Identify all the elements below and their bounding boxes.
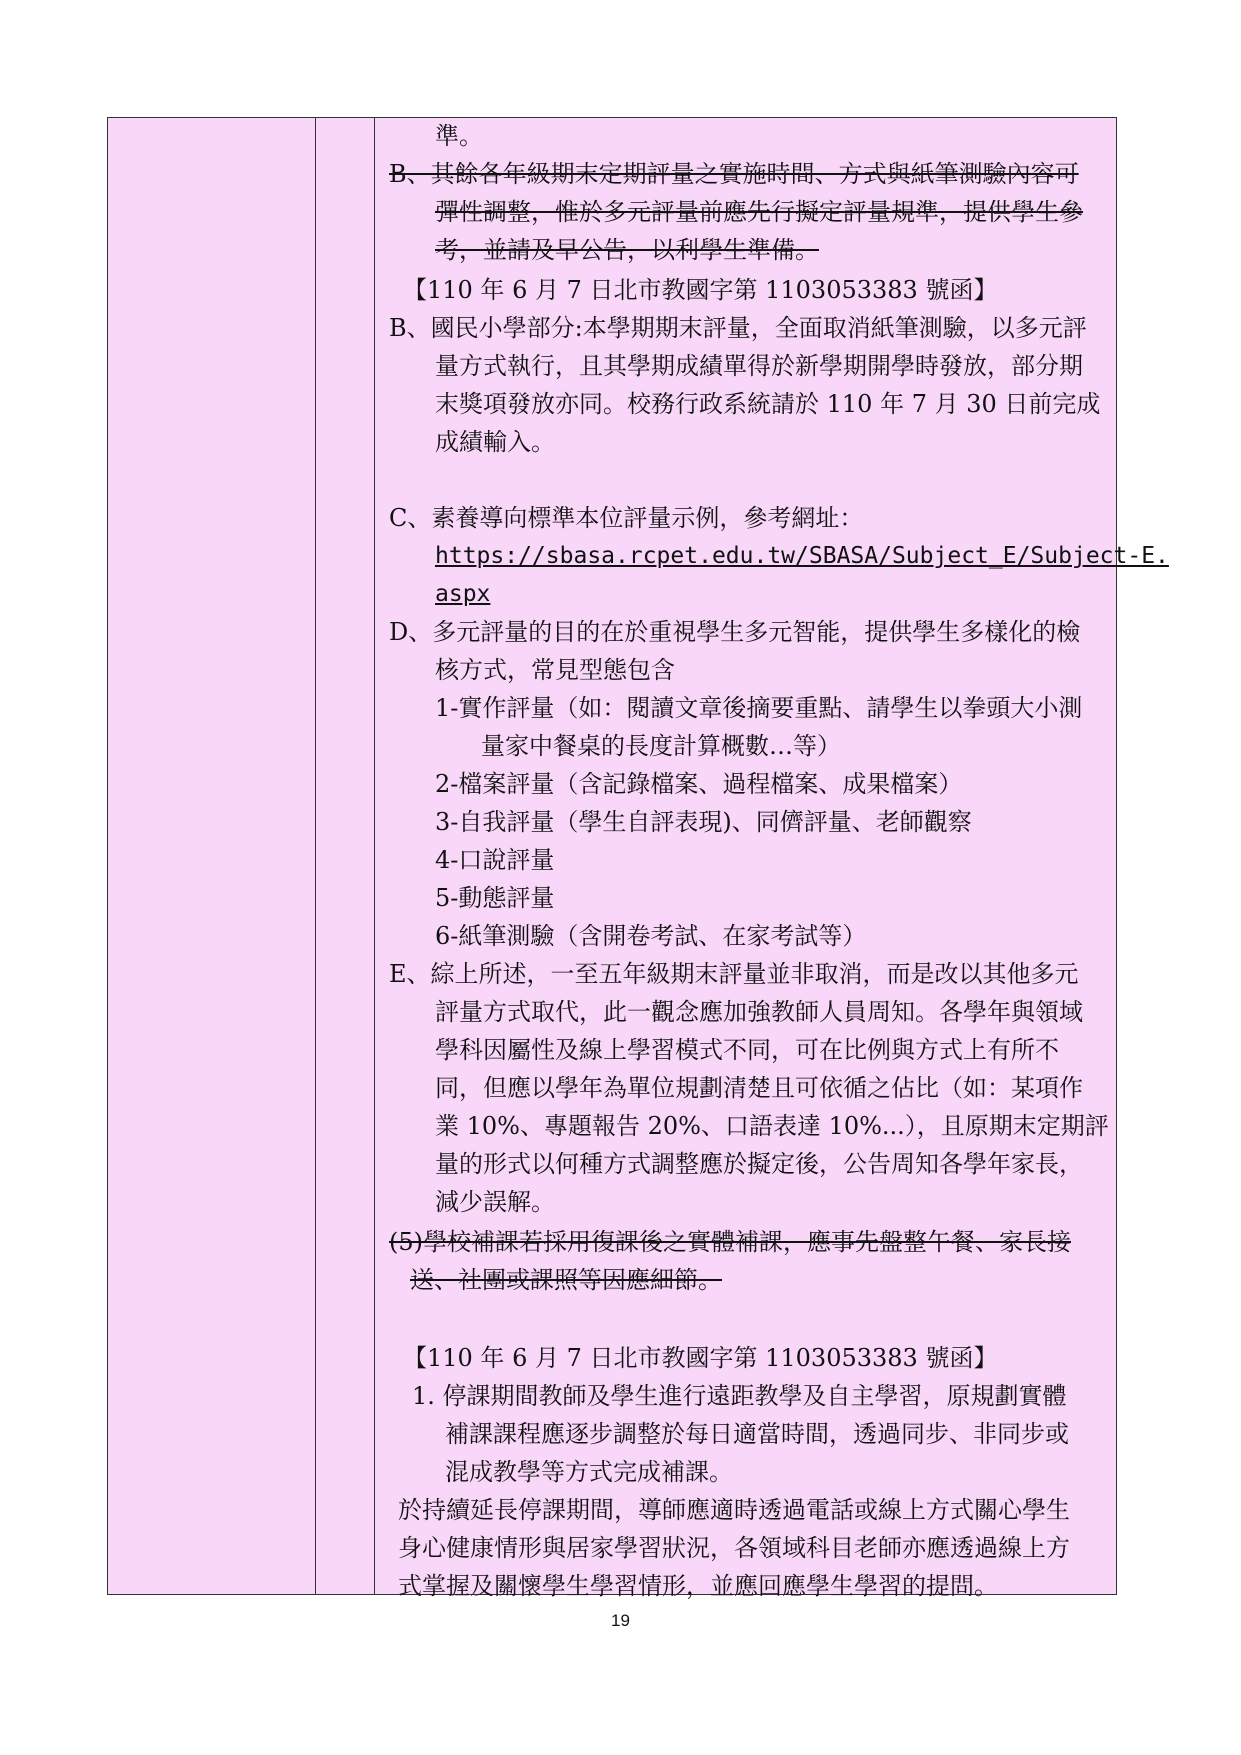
column-divider [315,118,316,1594]
text-line: 準。 [435,122,483,150]
struck-text-line: (5)學校補課若採用復課後之實體補課，應事先盤整午餐、家長接 [389,1228,1071,1256]
numbered-item: 1. 停課期間教師及學生進行遠距教學及自主學習，原規劃實體 [412,1382,1067,1410]
content-cell [386,118,1169,1600]
list-item: 6-紙筆測驗（含開卷考試、在家考試等） [435,922,867,950]
text-line: D、多元評量的目的在於重視學生多元智能，提供學生多樣化的檢 [389,618,1081,646]
text-line: 減少誤解。 [435,1188,555,1216]
url-link[interactable]: aspx [435,581,491,607]
text-line: C、素養導向標準本位評量示例，參考網址： [389,504,864,532]
list-item: 1-實作評量（如：閱讀文章後摘要重點、請學生以拳頭大小測 [435,694,1083,722]
text-line: B、國民小學部分:本學期期末評量，全面取消紙筆測驗，以多元評 [389,314,1087,342]
text-line: 量的形式以何種方式調整應於擬定後，公告周知各學年家長， [435,1150,1083,1178]
list-item: 4-口說評量 [435,846,555,874]
text-line: 身心健康情形與居家學習狀況，各領域科目老師亦應透過線上方 [398,1534,1070,1562]
list-item: 5-動態評量 [435,884,555,912]
text-line: 業 10%、專題報告 20%、口語表達 10%...），且原期末定期評 [435,1112,1109,1140]
text-line: 量方式執行，且其學期成績單得於新學期開學時發放，部分期 [435,352,1083,380]
page-number: 19 [611,1611,630,1630]
column-divider [374,118,375,1594]
struck-text-line: B、其餘各年級期末定期評量之實施時間、方式與紙筆測驗內容可 [389,160,1079,188]
struck-text-line: 考，並請及早公告，以利學生準備。 [435,236,819,264]
text-line: 末獎項發放亦同。校務行政系統請於 110 年 7 月 30 日前完成 [435,390,1101,418]
numbered-item: 補課課程應逐步調整於每日適當時間，透過同步、非同步或 [445,1420,1069,1448]
list-item: 3-自我評量（學生自評表現)、同儕評量、老師觀察 [435,808,972,836]
text-line: 核方式，常見型態包含 [435,656,675,684]
text-line: 成績輸入。 [435,428,555,456]
url-link[interactable]: https://sbasa.rcpet.edu.tw/SBASA/Subject_E/Subject-E. [435,543,1169,569]
list-item: 量家中餐桌的長度計算概數…等） [481,732,841,760]
reference-note: 【110 年 6 月 7 日北市教國字第 1103053383 號函】 [403,276,998,304]
struck-text-line: 彈性調整，惟於多元評量前應先行擬定評量規準，提供學生參 [435,198,1083,226]
reference-note: 【110 年 6 月 7 日北市教國字第 1103053383 號函】 [403,1344,998,1372]
numbered-item: 混成教學等方式完成補課。 [445,1458,733,1486]
content-table [107,117,1169,1600]
text-line: 式掌握及關懷學生學習情形，並應回應學生學習的提問。 [398,1572,998,1600]
list-item: 2-檔案評量（含記錄檔案、過程檔案、成果檔案） [435,770,963,798]
text-line: 評量方式取代，此一觀念應加強教師人員周知。各學年與領域 [435,998,1083,1026]
text-line: E、綜上所述，一至五年級期末評量並非取消，而是改以其他多元 [389,960,1079,988]
struck-text-line: 送、社團或課照等因應細節。 [410,1266,722,1294]
text-line: 學科因屬性及線上學習模式不同，可在比例與方式上有所不 [435,1036,1059,1064]
text-line: 於持續延長停課期間，導師應適時透過電話或線上方式關心學生 [398,1496,1070,1524]
text-line: 同，但應以學年為單位規劃清楚且可依循之佔比（如：某項作 [435,1074,1083,1102]
